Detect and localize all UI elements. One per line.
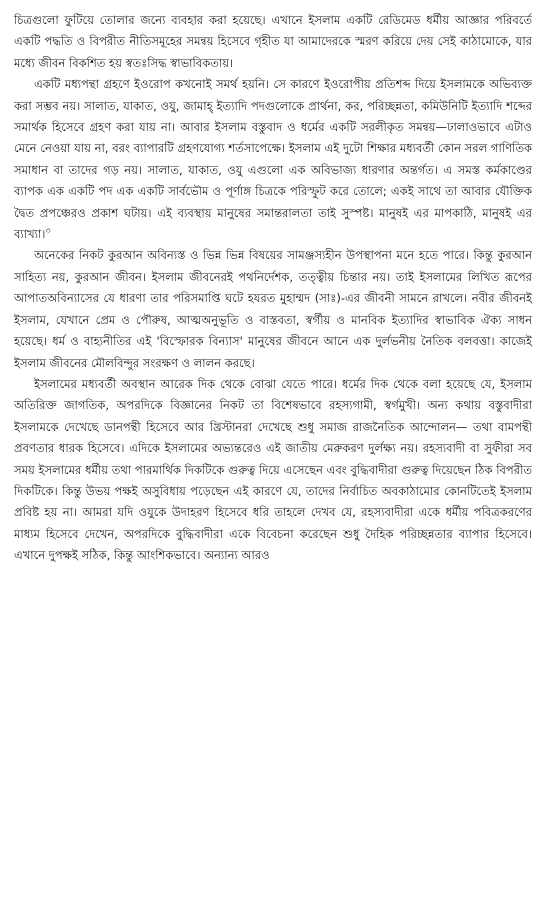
paragraph-4-text: ইসলামের মধ্যবর্তী অবস্থান আরেক দিক থেকে বোঝা যেতে পারে। ধর্মের দিক থেকে বলা হয়েছে যে, ইসলাম অতিরিক্ত জাগতিক, অপরদিকে বিজ্ঞানের নিকট তা বিশেষভাবে রহস্যগামী, স্বর্গমুখী। অন্য কথায় বস্তুবাদীরা ইসলামকে দেখেছে ডানপন্থী হিসেবে আর খ্রিস্টানরা দেখেছে শুধু সমাজ রাজনৈতিক আন্দোলন— তথা বামপন্থী প্রবণতার ধারক হিসেবে। এদিকে ইসলামের অভ্যন্তরেও এই জাতীয় মেরুকরণ দুর্লক্ষ্য নয়। রহস্যবাদী বা সুফীরা সব সময় ইসলামের ধর্মীয় তথা পারমার্থিক দিকটিকে গুরুত্ব দিয়ে এসেছেন এবং বুদ্ধিবাদীরা গুরুত্ব দিয়েছেন ঠিক বিপরীত দিকটিকে। কিন্তু উভয় পক্ষই অসুবিধায় পড়েছেন এই কারণে যে, তাদের নির্বাচিত অবকাঠামোর কোনটিতেই ইসলাম প্রবিষ্ট হয় না। আমরা যদি ওযুকে উদাহরণ হিসেবে ধরি তাহলে দেখব যে, রহস্যবাদীরা একে ধর্মীয় পবিত্রকরণের মাধ্যম হিসেবে দেখেন, অপরদিকে বুদ্ধিবাদীরা একে বিবেচনা করেছেন শুধু দৈহিক পরিচ্ছন্নতার ব্যাপার হিসেবে। এখানে দুপক্ষই সঠিক, কিন্তু আংশিকভাবে। অন্যান্য আরও — [14, 376, 532, 563]
footnote-marker: ৩ — [45, 226, 51, 236]
paragraph-1-text: চিত্রগুলো ফুটিয়ে তোলার জন্যে ব্যবহার করা হয়েছে। এখানে ইসলাম একটি রেডিমেড ধর্মীয় আজ্ঞার পরিবর্তে একটি পদ্ধতি ও বিপরীত নীতিসমূহের সমন্বয় হিসেবে গৃহীত যা আমাদেরকে স্মরণ করিয়ে দেয় সেই কাঠামোকে, যার মধ্যে জীবন বিকশিত হয় স্বতঃসিদ্ধ স্বাভাবিকতায়। — [14, 13, 532, 70]
paragraph-4 — [14, 374, 532, 567]
body-text — [14, 10, 532, 567]
paragraph-3-text: অনেকের নিকট কুরআন অবিন্যস্ত ও ভিন্ন ভিন্ন বিষয়ের সামঞ্জস্যহীন উপস্থাপনা মনে হতে পারে। কিন্তু কুরআন সাহিত্য নয়, কুরআন জীবন। ইসলাম জীবনেরই পথনির্দেশক, তত্ত্বীয় চিন্তার নয়। তাই ইসলামের লিখিত রূপের আপাতঅবিন্যাসের যে ধারণা তার পরিসমাপ্তি ঘটে হযরত মুহাম্মদ (সাঃ)-এর জীবনী সামনে রাখলে। নবীর জীবনই ইসলাম, যেখানে প্রেম ও পৌরুষ, আত্মঅনুভূতি ও বাস্তবতা, স্বর্গীয় ও মানবিক ইত্যাদির স্বাভাবিক ঐক্য সাধন হয়েছে। ধর্ম ও বাহ্যনীতির এই 'বিস্ফোরক বিন্যাস' মানুষের জীবনে আনে এক দুর্লভনীয় নৈতিক বলবত্তা। কাজেই ইসলাম জীবনের মৌলবিন্দুর সংরক্ষণ ও লালন করছে। — [14, 248, 532, 370]
paragraph-3 — [14, 245, 532, 373]
paragraph-1 — [14, 10, 532, 74]
paragraph-2-text: একটি মধ্যপন্থা গ্রহণে ইওরোপ কখনোই সমর্থ হয়নি। সে কারণে ইওরোপীয় প্রতিশব্দ দিয়ে ইসলামকে অভিব্যক্ত করা সম্ভব নয়। সালাত, যাকাত, ওযু, জামাহ্ ইত্যাদি পদগুলোকে প্রার্থনা, কর, পরিচ্ছন্নতা, কমিউনিটি ইত্যাদি শব্দের সমার্থক হিসেবে গ্রহণ করা যায় না। আবার ইসলাম বস্তুবাদ ও ধর্মের একটি সরলীকৃত সমন্বয়—ঢালাওভাবে এটাও মেনে নেওয়া যায় না, বরং ব্যাপারটি গ্রহণযোগ্য শর্তসাপেক্ষে। ইসলাম এই দুটো শিক্ষার মধ্যবর্তী কোন সরল গাণিতিক সমাধান বা তাদের গড় নয়। সালাত, যাকাত, ওযু এগুলো এক অবিভাজ্য ধারণার অন্তর্গত। এ সমস্ত কর্মকাণ্ডের ব্যাপক এক একটি পদ এক একটি সার্বভৌম ও পূর্ণাঙ্গ চিত্রকে পরিস্ফুট করে তোলে; একই সাথে তা আবার যৌক্তিক দ্বৈত প্রপঞ্চেরও প্রকাশ ঘটায়। এই ব্যবস্থায় মানুষের সমান্তরালতা তাই সুস্পষ্ট। মানুষই এর মাপকাঠি, মানুষই এর ব্যাখ্যা। — [14, 77, 532, 242]
paragraph-2 — [14, 74, 532, 245]
